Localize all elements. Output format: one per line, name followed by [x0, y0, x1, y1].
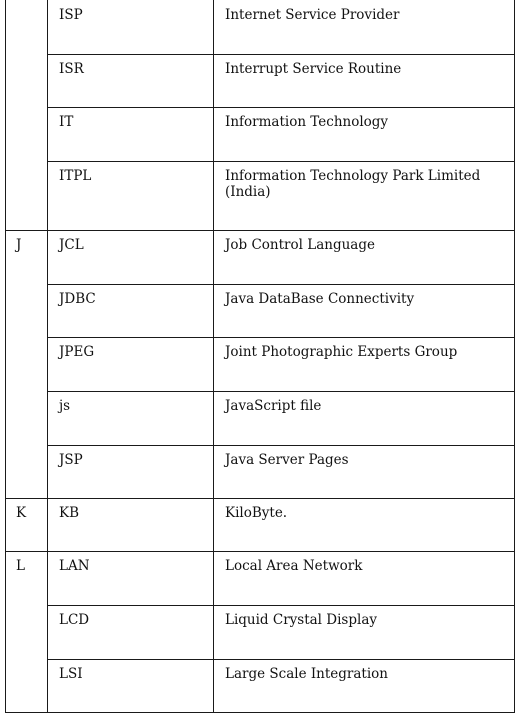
- group-divider: [5, 551, 515, 552]
- meaning-cell: Internet Service Provider: [225, 7, 400, 23]
- table-border-left: [5, 0, 6, 713]
- abbreviation-cell: ISP: [59, 7, 83, 23]
- meaning-cell: KiloByte.: [225, 505, 288, 521]
- group-divider: [5, 230, 515, 231]
- abbreviation-cell: IT: [59, 114, 74, 130]
- abbreviation-cell: JDBC: [59, 291, 96, 307]
- meaning-cell: Information Technology Park Limited (India): [225, 168, 481, 200]
- abbreviation-cell: LCD: [59, 612, 90, 628]
- group-letter: K: [16, 505, 27, 521]
- row-divider: [47, 445, 515, 446]
- meaning-cell: Joint Photographic Experts Group: [225, 344, 458, 360]
- abbreviation-cell: ISR: [59, 61, 84, 77]
- meaning-cell: Job Control Language: [225, 237, 375, 253]
- row-divider: [47, 391, 515, 392]
- row-divider: [47, 284, 515, 285]
- abbreviation-cell: JSP: [59, 452, 83, 468]
- abbreviation-cell: KB: [59, 505, 80, 521]
- group-divider: [5, 712, 515, 713]
- row-divider: [47, 337, 515, 338]
- meaning-cell: JavaScript file: [225, 398, 322, 414]
- abbreviation-cell: js: [59, 398, 71, 414]
- row-divider: [47, 107, 515, 108]
- row-divider: [47, 659, 515, 660]
- meaning-cell: Large Scale Integration: [225, 666, 388, 682]
- row-divider: [47, 161, 515, 162]
- meaning-cell: Java Server Pages: [225, 452, 349, 468]
- abbreviation-cell: ITPL: [59, 168, 92, 184]
- meaning-cell: Liquid Crystal Display: [225, 612, 377, 628]
- row-divider: [47, 605, 515, 606]
- meaning-cell: Java DataBase Connectivity: [225, 291, 415, 307]
- abbreviation-cell: JPEG: [59, 344, 95, 360]
- meaning-cell: Interrupt Service Routine: [225, 61, 402, 77]
- meaning-cell: Local Area Network: [225, 558, 363, 574]
- group-divider: [5, 498, 515, 499]
- abbreviation-cell: LSI: [59, 666, 83, 682]
- group-letter: L: [16, 558, 25, 574]
- abbreviation-cell: LAN: [59, 558, 90, 574]
- abbreviation-cell: JCL: [59, 237, 84, 253]
- row-divider: [47, 54, 515, 55]
- meaning-cell: Information Technology: [225, 114, 389, 130]
- group-letter: J: [16, 237, 22, 253]
